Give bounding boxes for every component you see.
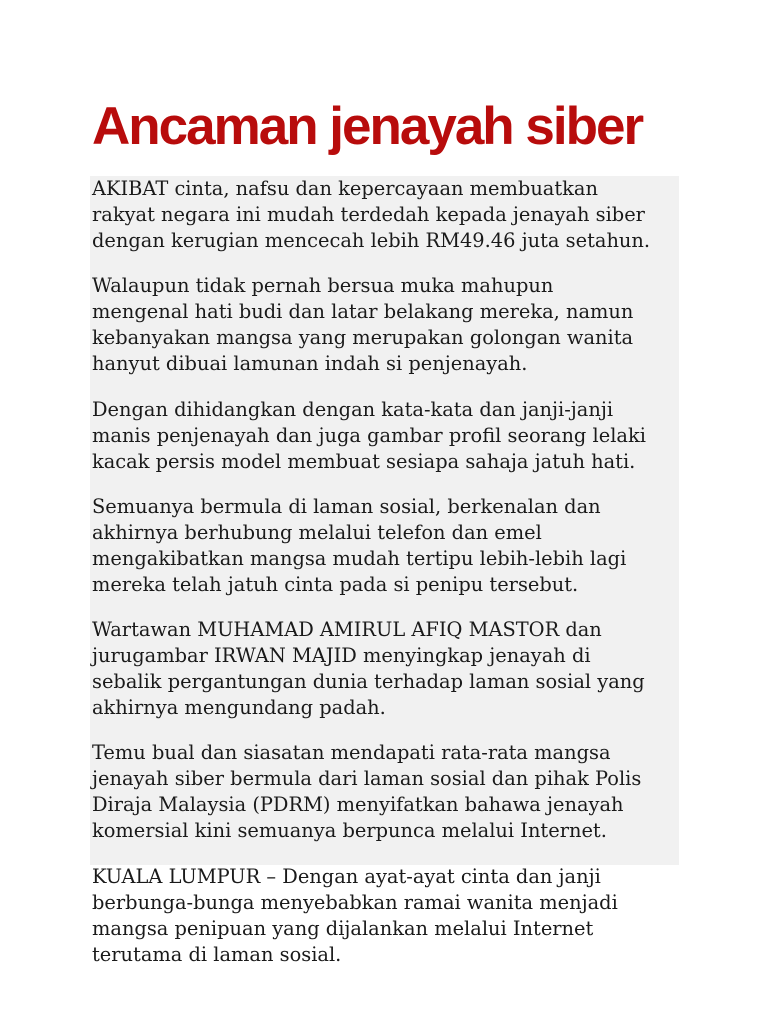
paragraph-2: Walaupun tidak pernah bersua muka mahupun mengenal hati budi dan latar belakang mereka, namun kebanyakan mangsa yang merupakan golongan wanita hanyut dibuai lamunan indah si penjenayah. bbox=[92, 274, 634, 375]
paragraph-4: Semuanya bermula di laman sosial, berkenalan dan akhirnya berhubung melalui telefon dan emel mengakibatkan mangsa mudah tertipu lebih-lebih lagi mereka telah jatuh cinta pada si penipu tersebut. bbox=[92, 495, 627, 596]
paragraph-7: KUALA LUMPUR – Dengan ayat-ayat cinta dan janji berbunga-bunga menyebabkan ramai wanita menjadi mangsa penipuan yang dijalankan melalui Internet terutama di laman sosial. bbox=[92, 865, 618, 966]
paragraph-6: Temu bual dan siasatan mendapati rata-rata mangsa jenayah siber bermula dari laman sosial dan pihak Polis Diraja Malaysia (PDRM) menyifatkan bahawa jenayah komersial kini semuanya berpunca melalui Internet. bbox=[92, 741, 642, 842]
paragraph-3: Dengan dihidangkan dengan kata-kata dan janji-janji manis penjenayah dan juga gambar profil seorang lelaki kacak persis model membuat sesiapa sahaja jatuh hati. bbox=[92, 398, 646, 473]
paragraph-1: AKIBAT cinta, nafsu dan kepercayaan membuatkan rakyat negara ini mudah terdedah kepada jenayah siber dengan kerugian mencecah lebih RM49.46 juta setahun. bbox=[92, 177, 651, 252]
article-title: Ancaman jenayah siber bbox=[92, 97, 643, 156]
paragraph-5: Wartawan MUHAMAD AMIRUL AFIQ MASTOR dan jurugambar IRWAN MAJID menyingkap jenayah di sebalik pergantungan dunia terhadap laman sosial yang akhirnya mengundang padah. bbox=[92, 618, 645, 719]
